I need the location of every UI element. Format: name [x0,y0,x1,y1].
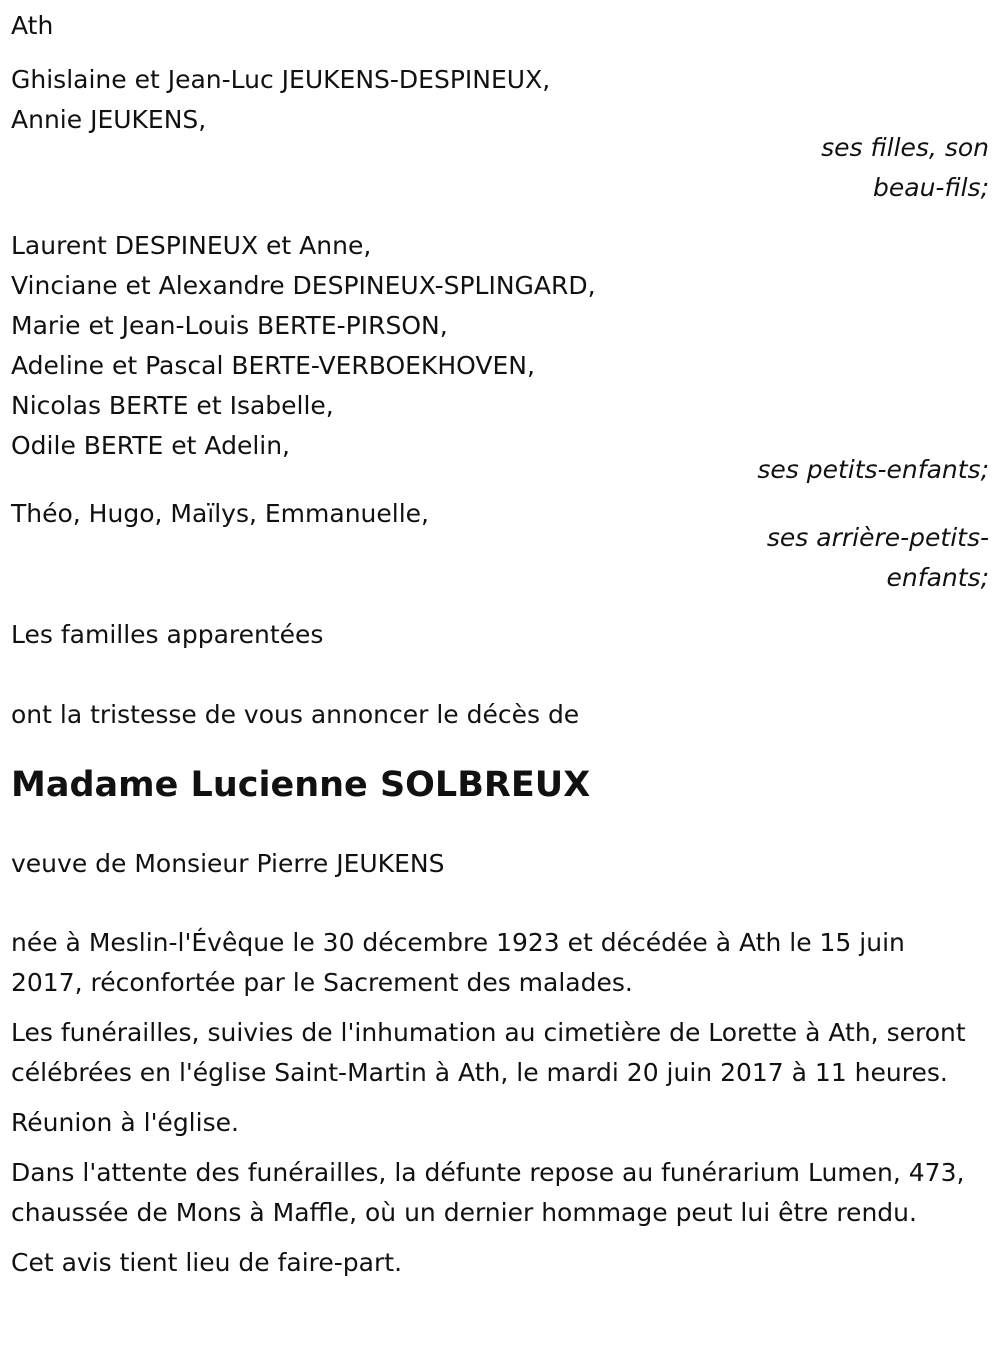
viewing-paragraph: Dans l'attente des funérailles, la défunte repose au funérarium Lumen, 473, chaussée de Mons à Maffle, où un dernier hommage peut lui être rendu. [11,1158,965,1227]
daughters-role: ses filles, son [821,133,989,162]
great-grandchildren-role: ses arrière-petits- [766,523,989,552]
daughters-group [11,60,991,208]
widow-of-line: veuve de Monsieur Pierre JEUKENS [11,849,445,878]
daughter-line: Annie JEUKENS, [11,105,207,134]
funeral-paragraph: Les funérailles, suivies de l'inhumation au cimetière de Lorette à Ath, seront célébrées en l'église Saint-Martin à Ath, le mardi 20 juin 2017 à 11 heures. [11,1018,966,1087]
announcement-line: ont la tristesse de vous annoncer le décès de [11,700,580,729]
location: Ath [11,11,54,40]
grandchildren-role: ses petits-enfants; [757,455,989,484]
death-notice [11,6,991,1283]
great-grandchildren-role: enfants; [886,563,989,592]
daughters-role: beau-fils; [873,173,989,202]
grandchild-line: Vinciane et Alexandre DESPINEUX-SPLINGARD, [11,271,596,300]
great-grandchildren-group [11,494,991,598]
daughter-line: Ghislaine et Jean-Luc JEUKENS-DESPINEUX, [11,65,551,94]
deceased-name: Madame Lucienne SOLBREUX [11,765,591,805]
great-grandchild-line: Théo, Hugo, Maïlys, Emmanuelle, [11,499,429,528]
grandchild-line: Odile BERTE et Adelin, [11,431,291,460]
closing-paragraph: Cet avis tient lieu de faire-part. [11,1248,403,1277]
grandchild-line: Marie et Jean-Louis BERTE-PIRSON, [11,311,448,340]
meeting-paragraph: Réunion à l'église. [11,1108,239,1137]
families-line: Les familles apparentées [11,620,324,649]
grandchild-line: Nicolas BERTE et Isabelle, [11,391,334,420]
grandchild-line: Laurent DESPINEUX et Anne, [11,231,372,260]
grandchildren-group [11,226,991,490]
birth-death-paragraph: née à Meslin-l'Évêque le 30 décembre 1923 et décédée à Ath le 15 juin 2017, réconfortée par le Sacrement des malades. [11,928,905,997]
grandchild-line: Adeline et Pascal BERTE-VERBOEKHOVEN, [11,351,535,380]
